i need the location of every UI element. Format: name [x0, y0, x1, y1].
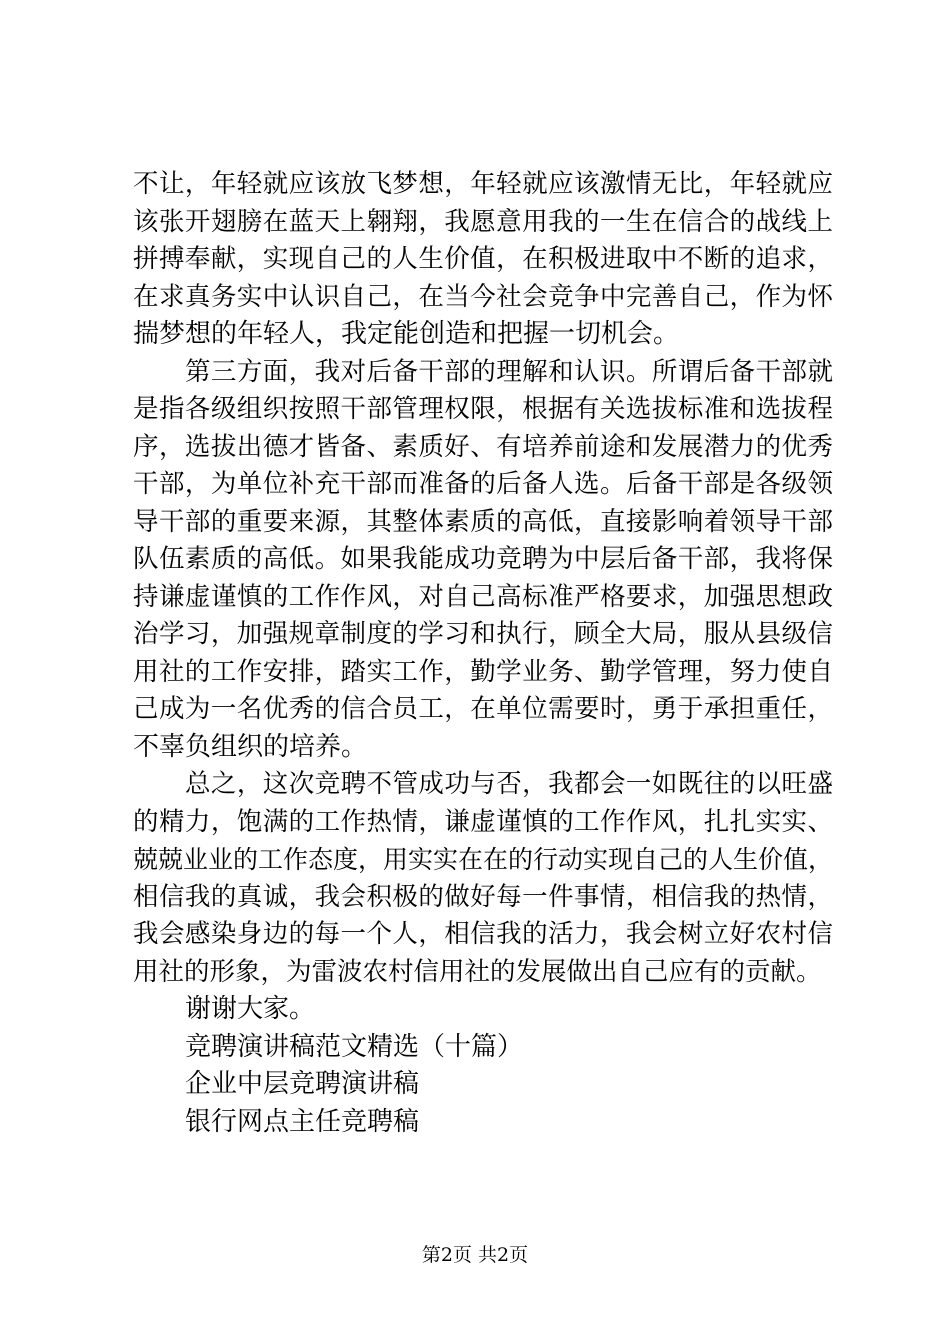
text-line: 兢兢业业的工作态度，用实实在在的行动实现自己的人生价值， — [133, 845, 834, 874]
text-line: 该张开翅膀在蓝天上翱翔，我愿意用我的一生在信合的战线上 — [133, 206, 833, 237]
page-number-footer: 第2页 共2页 — [421, 1244, 529, 1266]
text-line: 干部，为单位补充干部而准备的后备人选。后备干部是各级领 — [133, 469, 833, 499]
text-line: 在求真务实中认识自己，在当今社会竞争中完善自己，作为怀 — [133, 281, 833, 312]
document-body — [133, 166, 833, 1141]
related-title: 银行网点主任竞聘稿 — [185, 1106, 420, 1137]
text-line: 序，选拔出德才皆备、素质好、有培养前途和发展潜力的优秀 — [133, 431, 833, 462]
paragraph-start-line: 总之，这次竞聘不管成功与否，我都会一如既往的以旺盛 — [185, 769, 833, 799]
text-line: 拼搏奉献，实现自己的人生价值，在积极进取中不断的追求， — [133, 244, 833, 274]
text-line: 用社的形象，为雷波农村信用社的发展做出自己应有的贡献。 — [133, 956, 822, 987]
closing-line: 谢谢大家。 — [185, 994, 316, 1024]
related-title: 竞聘演讲稿范文精选（十篇） — [185, 1031, 524, 1062]
text-line: 是指各级组织按照干部管理权限，根据有关选拔标准和选拔程 — [133, 394, 833, 424]
text-line: 队伍素质的高低。如果我能成功竞聘为中层后备干部，我将保 — [133, 544, 833, 574]
related-title: 企业中层竞聘演讲稿 — [185, 1069, 420, 1099]
paragraph-start-line: 第三方面，我对后备干部的理解和认识。所谓后备干部就 — [185, 356, 833, 387]
text-line: 用社的工作安排，踏实工作，勤学业务、勤学管理，努力使自 — [133, 656, 833, 687]
text-line: 我会感染身边的每一个人，相信我的活力，我会树立好农村信 — [133, 919, 833, 949]
text-line: 揣梦想的年轻人，我定能创造和把握一切机会。 — [133, 319, 680, 349]
text-line: 持谦虚谨慎的工作作风，对自己高标准严格要求，加强思想政 — [133, 581, 833, 612]
text-line: 治学习，加强规章制度的学习和执行，顾全大局，服从县级信 — [133, 619, 833, 649]
text-line: 不让，年轻就应该放飞梦想，年轻就应该激情无比，年轻就应 — [133, 169, 833, 199]
text-line: 不辜负组织的培养。 — [133, 731, 368, 762]
text-line: 的精力，饱满的工作热情，谦虚谨慎的工作作风，扎扎实实、 — [133, 806, 833, 837]
text-line: 导干部的重要来源，其整体素质的高低，直接影响着领导干部 — [133, 506, 833, 537]
text-line: 己成为一名优秀的信合员工，在单位需要时，勇于承担重任， — [133, 694, 833, 724]
text-line: 相信我的真诚，我会积极的做好每一件事情，相信我的热情， — [133, 881, 833, 912]
